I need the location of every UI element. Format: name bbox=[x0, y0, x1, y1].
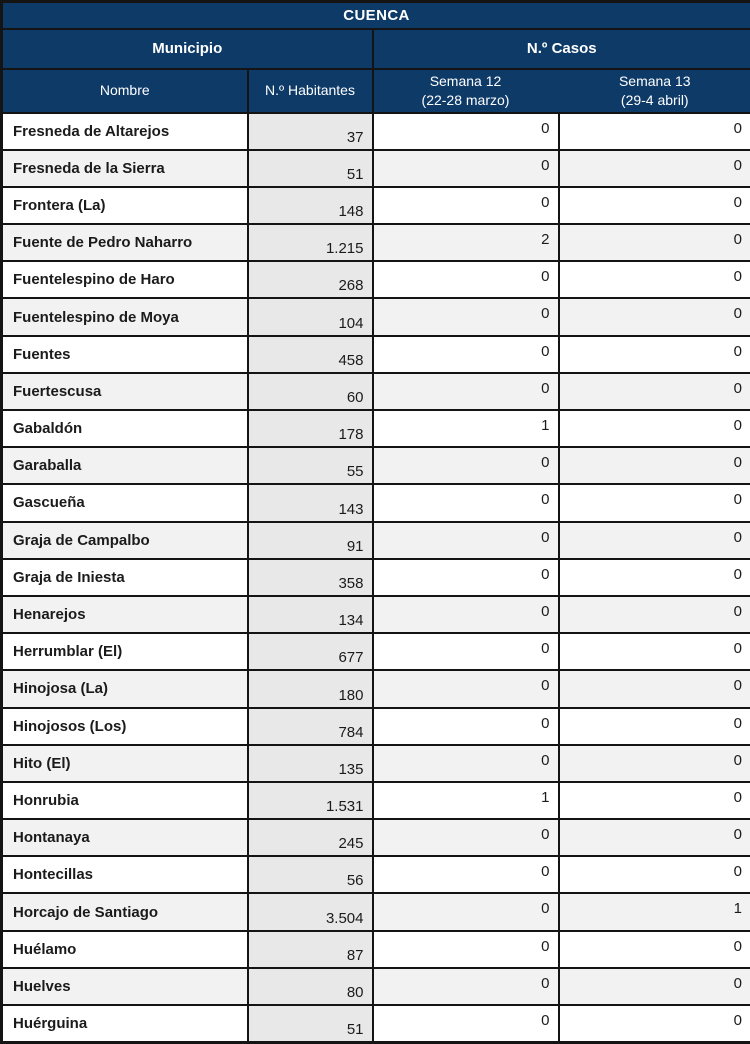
semana-12-value: 0 bbox=[373, 670, 559, 707]
semana-12-value: 0 bbox=[373, 150, 559, 187]
municipality-name: Fuentes bbox=[2, 336, 248, 373]
semana-12-dates: (22-28 marzo) bbox=[421, 91, 510, 108]
habitantes-value: 268 bbox=[248, 261, 373, 298]
semana-13-value: 0 bbox=[559, 150, 750, 187]
semana-12-value: 0 bbox=[373, 596, 559, 633]
semana-12-value: 2 bbox=[373, 224, 559, 261]
semana-13-value: 0 bbox=[559, 819, 750, 856]
municipality-name: Henarejos bbox=[2, 596, 248, 633]
table-row bbox=[2, 782, 750, 819]
habitantes-value: 55 bbox=[248, 447, 373, 484]
semana-13-value: 0 bbox=[559, 187, 750, 224]
semana-12-value: 0 bbox=[373, 484, 559, 521]
semana-13-value: 0 bbox=[559, 782, 750, 819]
group-header-row bbox=[2, 29, 750, 69]
semana-13-value: 0 bbox=[559, 484, 750, 521]
habitantes-value: 143 bbox=[248, 484, 373, 521]
semana-13-value: 0 bbox=[559, 596, 750, 633]
semana-13-value: 0 bbox=[559, 298, 750, 335]
semana-12-value: 1 bbox=[373, 410, 559, 447]
semana-12-value: 0 bbox=[373, 261, 559, 298]
header-habitantes: N.º Habitantes bbox=[248, 69, 373, 113]
semana-12-value: 0 bbox=[373, 893, 559, 930]
habitantes-value: 677 bbox=[248, 633, 373, 670]
municipality-name: Hinojosos (Los) bbox=[2, 708, 248, 745]
habitantes-value: 80 bbox=[248, 968, 373, 1005]
habitantes-value: 134 bbox=[248, 596, 373, 633]
semana-13-value: 0 bbox=[559, 968, 750, 1005]
table-row bbox=[2, 893, 750, 930]
semana-12-value: 0 bbox=[373, 447, 559, 484]
municipality-name: Hito (El) bbox=[2, 745, 248, 782]
header-semana-12 bbox=[373, 69, 559, 113]
semana-12-value: 0 bbox=[373, 968, 559, 1005]
table-row bbox=[2, 410, 750, 447]
semana-13-label: Semana 13 bbox=[618, 72, 691, 89]
habitantes-value: 180 bbox=[248, 670, 373, 707]
table-row bbox=[2, 1005, 750, 1043]
table-row bbox=[2, 968, 750, 1005]
table-row bbox=[2, 522, 750, 559]
table-row bbox=[2, 336, 750, 373]
municipality-name: Horcajo de Santiago bbox=[2, 893, 248, 930]
table-row bbox=[2, 187, 750, 224]
table-row bbox=[2, 931, 750, 968]
semana-12-label: Semana 12 bbox=[429, 72, 502, 89]
semana-12-value: 1 bbox=[373, 782, 559, 819]
semana-12-value: 0 bbox=[373, 113, 559, 150]
table-row bbox=[2, 261, 750, 298]
municipality-name: Herrumblar (El) bbox=[2, 633, 248, 670]
municipality-name: Fuente de Pedro Naharro bbox=[2, 224, 248, 261]
semana-13-value: 0 bbox=[559, 559, 750, 596]
semana-13-value: 0 bbox=[559, 447, 750, 484]
table-header bbox=[2, 2, 750, 113]
habitantes-value: 37 bbox=[248, 113, 373, 150]
municipality-name: Honrubia bbox=[2, 782, 248, 819]
habitantes-value: 178 bbox=[248, 410, 373, 447]
table-row bbox=[2, 298, 750, 335]
municipality-name: Gascueña bbox=[2, 484, 248, 521]
header-municipio: Municipio bbox=[2, 29, 373, 69]
semana-13-value: 0 bbox=[559, 856, 750, 893]
table-row bbox=[2, 670, 750, 707]
table-row bbox=[2, 559, 750, 596]
semana-13-value: 0 bbox=[559, 373, 750, 410]
semana-13-value: 0 bbox=[559, 224, 750, 261]
semana-13-dates: (29-4 abril) bbox=[620, 91, 689, 108]
table-row bbox=[2, 819, 750, 856]
semana-12-value: 0 bbox=[373, 373, 559, 410]
semana-13-value: 1 bbox=[559, 893, 750, 930]
habitantes-value: 91 bbox=[248, 522, 373, 559]
table-row bbox=[2, 708, 750, 745]
semana-12-value: 0 bbox=[373, 298, 559, 335]
municipality-name: Graja de Iniesta bbox=[2, 559, 248, 596]
semana-12-value: 0 bbox=[373, 187, 559, 224]
semana-12-value: 0 bbox=[373, 1005, 559, 1043]
habitantes-value: 51 bbox=[248, 150, 373, 187]
semana-12-value: 0 bbox=[373, 931, 559, 968]
semana-13-value: 0 bbox=[559, 261, 750, 298]
semana-13-value: 0 bbox=[559, 745, 750, 782]
header-num-casos: N.º Casos bbox=[373, 29, 750, 69]
semana-13-value: 0 bbox=[559, 522, 750, 559]
habitantes-value: 148 bbox=[248, 187, 373, 224]
habitantes-value: 104 bbox=[248, 298, 373, 335]
table-row bbox=[2, 856, 750, 893]
table-row bbox=[2, 745, 750, 782]
municipality-name: Hontanaya bbox=[2, 819, 248, 856]
municipality-name: Graja de Campalbo bbox=[2, 522, 248, 559]
semana-13-value: 0 bbox=[559, 1005, 750, 1043]
semana-12-value: 0 bbox=[373, 633, 559, 670]
semana-13-value: 0 bbox=[559, 633, 750, 670]
semana-13-value: 0 bbox=[559, 410, 750, 447]
habitantes-value: 358 bbox=[248, 559, 373, 596]
semana-13-value: 0 bbox=[559, 931, 750, 968]
habitantes-value: 3.504 bbox=[248, 893, 373, 930]
semana-12-value: 0 bbox=[373, 856, 559, 893]
table-body bbox=[2, 113, 750, 1043]
municipality-name: Huérguina bbox=[2, 1005, 248, 1043]
table-row bbox=[2, 150, 750, 187]
table-row bbox=[2, 447, 750, 484]
municipality-name: Fuentelespino de Haro bbox=[2, 261, 248, 298]
habitantes-value: 458 bbox=[248, 336, 373, 373]
semana-12-value: 0 bbox=[373, 745, 559, 782]
municipality-name: Hinojosa (La) bbox=[2, 670, 248, 707]
table-row bbox=[2, 224, 750, 261]
semana-12-value: 0 bbox=[373, 336, 559, 373]
semana-12-value: 0 bbox=[373, 522, 559, 559]
habitantes-value: 87 bbox=[248, 931, 373, 968]
semana-12-value: 0 bbox=[373, 559, 559, 596]
semana-13-value: 0 bbox=[559, 336, 750, 373]
habitantes-value: 135 bbox=[248, 745, 373, 782]
semana-13-value: 0 bbox=[559, 113, 750, 150]
municipality-name: Fuentelespino de Moya bbox=[2, 298, 248, 335]
table-row bbox=[2, 633, 750, 670]
municipality-name: Fresneda de Altarejos bbox=[2, 113, 248, 150]
municipality-name: Gabaldón bbox=[2, 410, 248, 447]
province-title: CUENCA bbox=[2, 2, 750, 29]
semana-13-value: 0 bbox=[559, 670, 750, 707]
header-semana-13 bbox=[559, 69, 750, 113]
municipality-name: Hontecillas bbox=[2, 856, 248, 893]
semana-12-value: 0 bbox=[373, 819, 559, 856]
municipality-name: Fresneda de la Sierra bbox=[2, 150, 248, 187]
table-row bbox=[2, 373, 750, 410]
municipality-name: Fuertescusa bbox=[2, 373, 248, 410]
header-nombre: Nombre bbox=[2, 69, 248, 113]
table-row bbox=[2, 484, 750, 521]
municipality-name: Frontera (La) bbox=[2, 187, 248, 224]
municipality-name: Huélamo bbox=[2, 931, 248, 968]
habitantes-value: 784 bbox=[248, 708, 373, 745]
habitantes-value: 1.531 bbox=[248, 782, 373, 819]
sub-header-row bbox=[2, 69, 750, 113]
habitantes-value: 51 bbox=[248, 1005, 373, 1043]
habitantes-value: 60 bbox=[248, 373, 373, 410]
semana-13-value: 0 bbox=[559, 708, 750, 745]
habitantes-value: 1.215 bbox=[248, 224, 373, 261]
table-row bbox=[2, 113, 750, 150]
municipality-name: Garaballa bbox=[2, 447, 248, 484]
habitantes-value: 245 bbox=[248, 819, 373, 856]
municipality-name: Huelves bbox=[2, 968, 248, 1005]
semana-12-value: 0 bbox=[373, 708, 559, 745]
habitantes-value: 56 bbox=[248, 856, 373, 893]
table-row bbox=[2, 596, 750, 633]
province-title-row bbox=[2, 2, 750, 29]
